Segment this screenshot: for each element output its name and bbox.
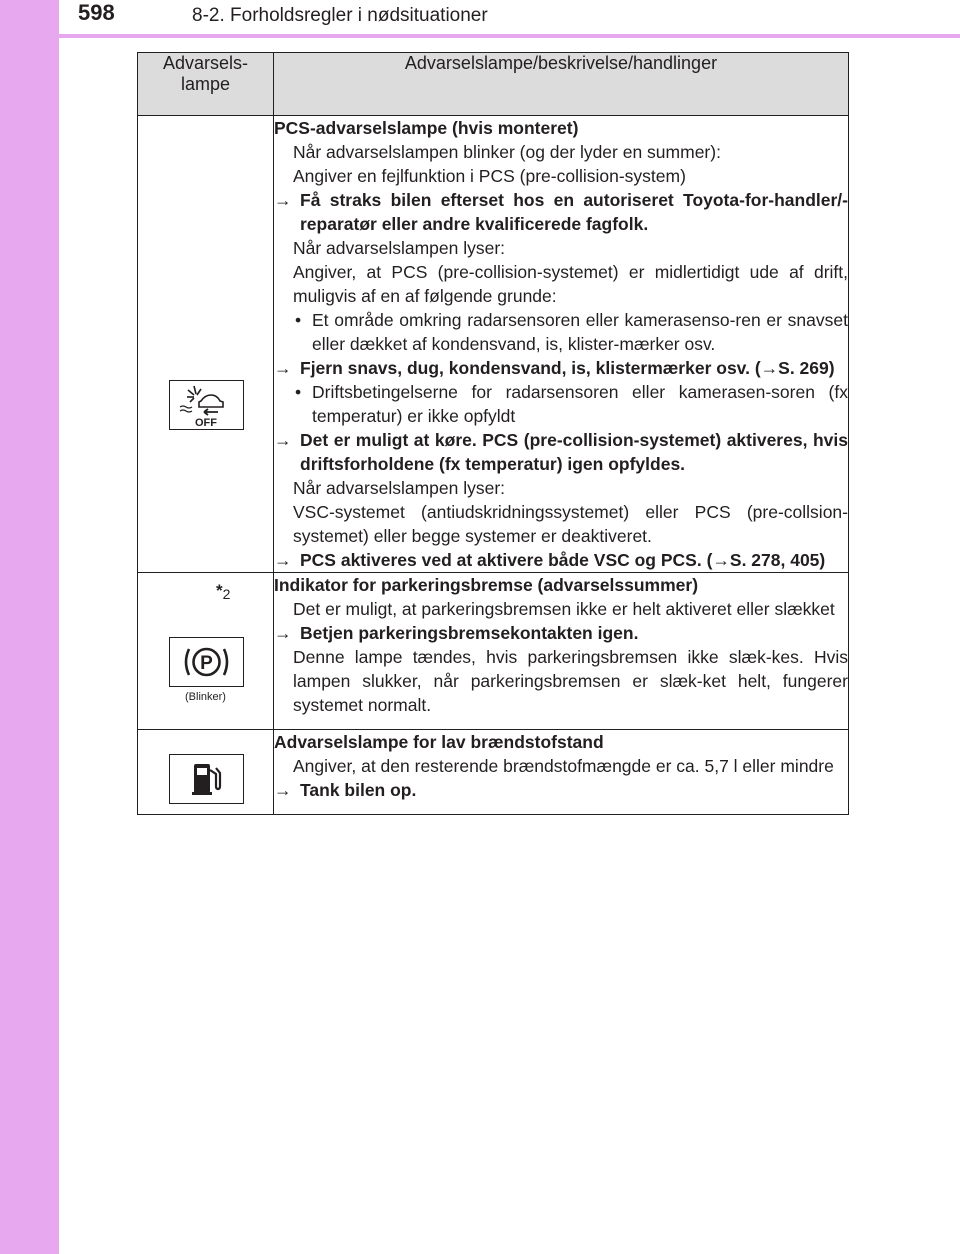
action-line: → Få straks bilen efterset hos en autoriseret Toyota-for-handler/-reparatør eller andre kvalificerede fagfolk. [274, 190, 848, 234]
pcs-off-warning-icon [169, 380, 244, 430]
action-line: → Betjen parkeringsbremsekontakten igen. [274, 623, 639, 643]
page-number: 598 [78, 0, 115, 25]
arrow-icon: → [274, 780, 292, 800]
table-header-row [138, 53, 849, 116]
action-line: → PCS aktiveres ved at aktivere både VSC og PCS. (→S. 278, 405) [274, 550, 826, 570]
text-line: Angiver en fejlfunktion i PCS (pre-collision-system) [293, 166, 686, 186]
row-title: PCS-advarselslampe (hvis monteret) [274, 118, 579, 138]
column-header-description: Advarselslampe/beskrivelse/handlinger [274, 53, 849, 116]
lamp-cell [138, 730, 274, 815]
bullet-item: • Et område omkring radarsensoren eller kamerasenso-ren er snavset eller dækket af kondensvand, is, klister-mærker osv. [295, 310, 848, 354]
text-line: Angiver, at den resterende brændstofmængde er ca. 5,7 l eller mindre [293, 756, 834, 776]
arrow-icon: → [274, 358, 292, 378]
text-line: Når advarselslampen lyser: [293, 238, 506, 258]
lamp-cell [138, 116, 274, 573]
lamp-cell [138, 573, 274, 730]
row-title: Advarselslampe for lav brændstofstand [274, 732, 604, 752]
icon-caption: (Blinker) [185, 691, 226, 703]
action-line: → Det er muligt at køre. PCS (pre-collision-systemet) aktiveres, hvis driftsforholdene (fx temperatur) igen opfyldes. [274, 430, 848, 474]
arrow-icon: → [274, 550, 292, 570]
footnote-marker: $*_2$ [216, 581, 231, 602]
arrow-icon: → [274, 623, 292, 643]
text-line: Angiver, at PCS (pre-collision-systemet) er midlertidigt ude af drift, muligvis af en af følgende grunde: [293, 262, 848, 306]
text-line: Denne lampe tændes, hvis parkeringsbremsen ikke slæk-kes. Hvis lampen slukker, når parkeringsbremsen er slæk-ket helt, fungerer systemet normalt. [293, 647, 848, 715]
parking-brake-icon [169, 637, 244, 687]
bullet-icon: • [295, 310, 302, 330]
section-title: 8-2. Forholdsregler i nødsituationer [192, 5, 488, 26]
description-cell [274, 573, 849, 730]
description-cell [274, 730, 849, 815]
bullet-item: • Driftsbetingelserne for radarsensoren eller kamerasen-soren (fx temperatur) er ikke opfyldt [295, 382, 848, 426]
text-line: VSC-systemet (antiudskridningssystemet) eller PCS (pre-collsion-systemet) eller begge systemer er deaktiveret. [293, 502, 848, 546]
text-line: Det er muligt, at parkeringsbremsen ikke er helt aktiveret eller slækket [293, 599, 835, 619]
bullet-icon: • [295, 382, 302, 402]
description-cell [274, 116, 849, 573]
arrow-icon: → [274, 190, 292, 210]
table-row [138, 116, 849, 573]
table-row [138, 730, 849, 815]
text-line: Når advarselslampen blinker (og der lyder en summer): [293, 142, 721, 162]
svg-text:P: P [200, 653, 213, 674]
column-header-lamp: Advarsels- lampe [138, 53, 274, 116]
warning-lamp-table [137, 52, 849, 815]
arrow-icon: → [274, 430, 292, 450]
action-line: → Tank bilen op. [274, 780, 417, 800]
side-color-band [0, 0, 59, 1254]
table-row [138, 573, 849, 730]
pcs-off-label: OFF [195, 417, 217, 429]
action-line: → Fjern snavs, dug, kondensvand, is, klistermærker osv. (→S. 269) [274, 358, 835, 378]
text-line: Når advarselslampen lyser: [293, 478, 506, 498]
fuel-pump-icon [169, 754, 244, 804]
row-title: Indikator for parkeringsbremse (advarselssummer) [274, 575, 699, 595]
header-divider [59, 34, 960, 38]
